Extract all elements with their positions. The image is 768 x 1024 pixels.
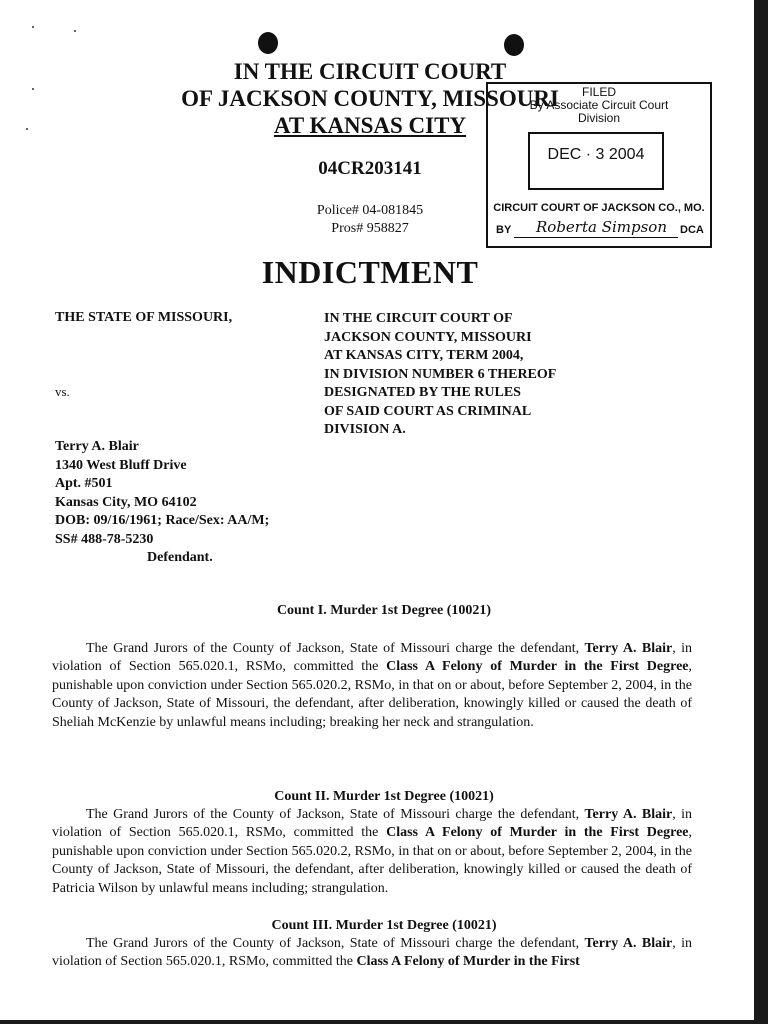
stamp-by: BY — [496, 224, 512, 236]
defendant-line: 1340 West Bluff Drive — [55, 457, 187, 473]
count-text: , in violation of Section 565.020.1, RSMo, committed the — [52, 936, 692, 970]
count-text: , punishable upon conviction under Section 565.020.2, RSMo, in that on or about, before September 2, 2004, in the County of Jackson, State of Missouri, the defendant, after deliberation, knowingly killed or caused the death of Sheliah McKenzie by unlawful means including; breaking her neck and strangulation. — [52, 659, 692, 730]
defendant-line: Apt. #501 — [55, 476, 113, 491]
stamp-date-box — [528, 132, 664, 190]
defendant-name: Terry A. Blair — [584, 936, 673, 951]
document-title: INDICTMENT — [261, 254, 479, 290]
plaintiff: THE STATE OF MISSOURI, — [55, 310, 233, 325]
offense-name: Class A Felony of Murder in the First — [356, 954, 580, 970]
court-term-line: DIVISION A. — [324, 422, 406, 437]
police-number: Police# 04-081845 — [316, 203, 424, 218]
defendant-label: Defendant. — [147, 550, 213, 565]
count-text: The Grand Jurors of the County of Jackson, State of Missouri charge the defendant, — [86, 807, 585, 822]
count-heading: Count II. Murder 1st Degree (10021) — [274, 789, 494, 804]
scan-speck — [74, 30, 76, 32]
punch-hole-left — [258, 32, 278, 54]
stamp-date: DEC · 3 2004 — [547, 146, 645, 163]
defendant-line: DOB: 09/16/1961; Race/Sex: AA/M; — [55, 513, 270, 528]
offense-name: Class A Felony of Murder in the First Degree — [386, 825, 689, 841]
versus-label: vs. — [55, 384, 70, 399]
signature-line — [514, 237, 678, 238]
court-term-line: IN THE CIRCUIT COURT OF — [324, 311, 513, 326]
scan-speck — [32, 26, 34, 28]
defendant-name: Terry A. Blair — [584, 641, 673, 656]
stamp-by-associate: By Associate Circuit Court — [529, 98, 669, 112]
stamp-filed-text — [488, 86, 710, 125]
court-term-block — [324, 310, 594, 440]
scan-edge-right — [754, 0, 768, 1024]
count-text: , in violation of Section 565.020.1, RSMo, committed the — [52, 641, 692, 675]
court-term-line: AT KANSAS CITY, TERM 2004, — [324, 348, 524, 363]
count-heading: Count III. Murder 1st Degree (10021) — [271, 918, 497, 933]
scan-speck — [26, 128, 28, 130]
court-header-line-1: IN THE CIRCUIT COURT — [233, 59, 507, 84]
court-header-line-3: AT KANSAS CITY — [273, 113, 467, 138]
count-paragraph — [52, 806, 692, 898]
case-number: 04CR203141 — [318, 158, 422, 179]
punch-hole-right — [504, 34, 524, 56]
count-paragraph — [52, 935, 692, 972]
defendant-name: Terry A. Blair — [584, 807, 673, 822]
defendant-line: Terry A. Blair — [55, 439, 139, 454]
defendant-line: SS# 488-78-5230 — [55, 531, 154, 547]
count-text: , in violation of Section 565.020.1, RSMo, committed the — [52, 807, 692, 841]
clerk-signature: Roberta Simpson — [536, 218, 668, 236]
count-paragraph — [52, 640, 692, 732]
stamp-dca: DCA — [680, 224, 704, 236]
defendant-line: Kansas City, MO 64102 — [55, 494, 197, 510]
court-term-line: IN DIVISION NUMBER 6 THEREOF — [324, 366, 557, 382]
offense-name: Class A Felony of Murder in the First Degree — [386, 659, 689, 675]
scan-speck — [32, 88, 34, 90]
count-text: , punishable upon conviction under Section 565.020.2, RSMo, in that on or about, before September 2, 2004, in the County of Jackson, State of Missouri, the defendant, after deliberation, knowingly killed or caused the death of Patricia Wilson by unlawful means including; strangulation. — [52, 825, 692, 896]
pros-number: Pros# 958827 — [331, 221, 409, 236]
court-term-line: OF SAID COURT AS CRIMINAL — [324, 403, 532, 419]
count-heading: Count I. Murder 1st Degree (10021) — [276, 603, 492, 618]
stamp-filed: FILED — [581, 85, 616, 99]
count-text: The Grand Jurors of the County of Jackson, State of Missouri charge the defendant, — [86, 641, 585, 656]
filed-stamp — [486, 82, 712, 248]
defendant-block — [55, 438, 269, 568]
court-header-line-2: OF JACKSON COUNTY, MISSOURI — [181, 86, 559, 111]
scan-edge-bottom — [0, 1020, 768, 1024]
stamp-division: Division — [577, 111, 620, 125]
stamp-court: CIRCUIT COURT OF JACKSON CO., MO. — [493, 202, 705, 214]
reference-numbers — [290, 202, 450, 238]
count-text: The Grand Jurors of the County of Jackson, State of Missouri charge the defendant, — [86, 936, 585, 951]
court-term-line: DESIGNATED BY THE RULES — [324, 385, 521, 400]
court-term-line: JACKSON COUNTY, MISSOURI — [324, 329, 532, 345]
